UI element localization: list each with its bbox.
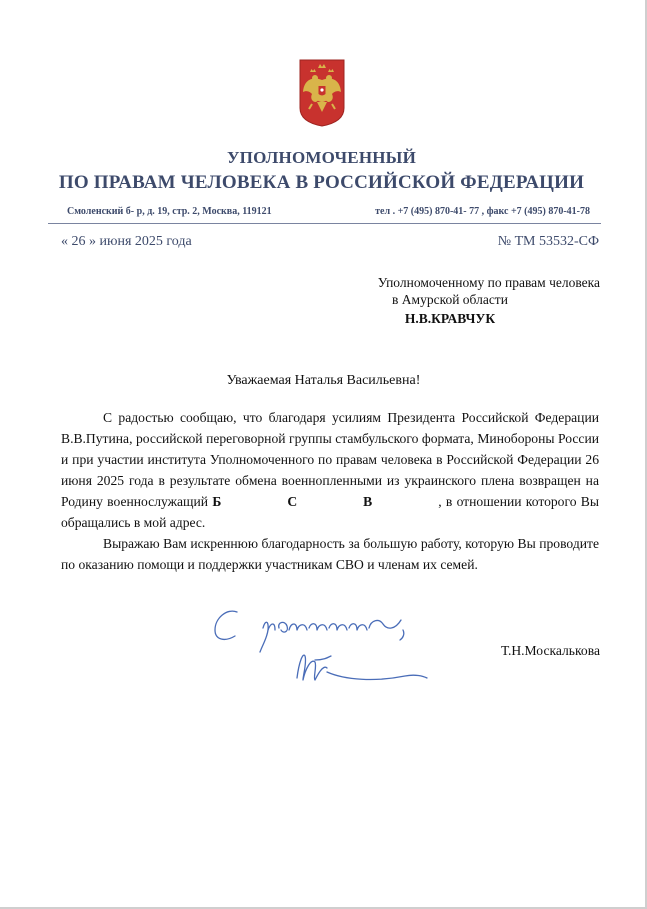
header-divider: [48, 223, 601, 224]
recipient-line2: в Амурской области: [392, 292, 508, 307]
serviceman-name-part1: Б: [212, 494, 222, 509]
letter-body: [61, 407, 599, 575]
recipient-block: [300, 274, 600, 327]
letter-date: « 26 » июня 2025 года: [61, 234, 192, 249]
serviceman-name-part3: В: [363, 494, 373, 509]
russian-coat-of-arms-icon: [298, 58, 346, 128]
recipient-line1: Уполномоченному по правам человека: [377, 275, 600, 290]
serviceman-name-part2: С: [287, 494, 298, 509]
paragraph1-tail: , в отношении которого Вы обращались в мой адрес.: [61, 494, 599, 530]
org-title-line1: УПОЛНОМОЧЕННЫЙ: [226, 148, 416, 167]
signatory-name: Т.Н.Москалькова: [501, 643, 600, 658]
org-title-line2: ПО ПРАВАМ ЧЕЛОВЕКА В РОССИЙСКОЙ ФЕДЕРАЦИИ: [58, 172, 585, 193]
body-paragraph-1: [61, 407, 599, 533]
handwritten-signature-icon: [205, 600, 445, 700]
letter-number: № ТМ 53532-СФ: [497, 234, 599, 249]
org-address: Смоленский б- р, д. 19, стр. 2, Москва, 119121: [67, 206, 272, 217]
paragraph1-text: С радостью сообщаю, что благодаря усилиям Президента Российской Федерации В.В.Путина, российской переговорной группы стамбульского формата, Минобороны России и при участии института Уполномоченного по правам человека в Российской Федерации 26 июня 2025 года в результате обмена военнопленными из украинского плена возвращен на Родину военнослужащий: [61, 410, 599, 509]
body-paragraph-2: Выражаю Вам искреннюю благодарность за большую работу, которую Вы проводите по оказанию помощи и поддержки участникам СВО и членам их семей.: [61, 536, 599, 572]
org-phones: тел . +7 (495) 870-41- 77 , факс +7 (495) 870-41-78: [375, 206, 590, 217]
salutation: Уважаемая Наталья Васильевна!: [226, 373, 421, 388]
recipient-name: Н.В.КРАВЧУК: [404, 311, 496, 326]
